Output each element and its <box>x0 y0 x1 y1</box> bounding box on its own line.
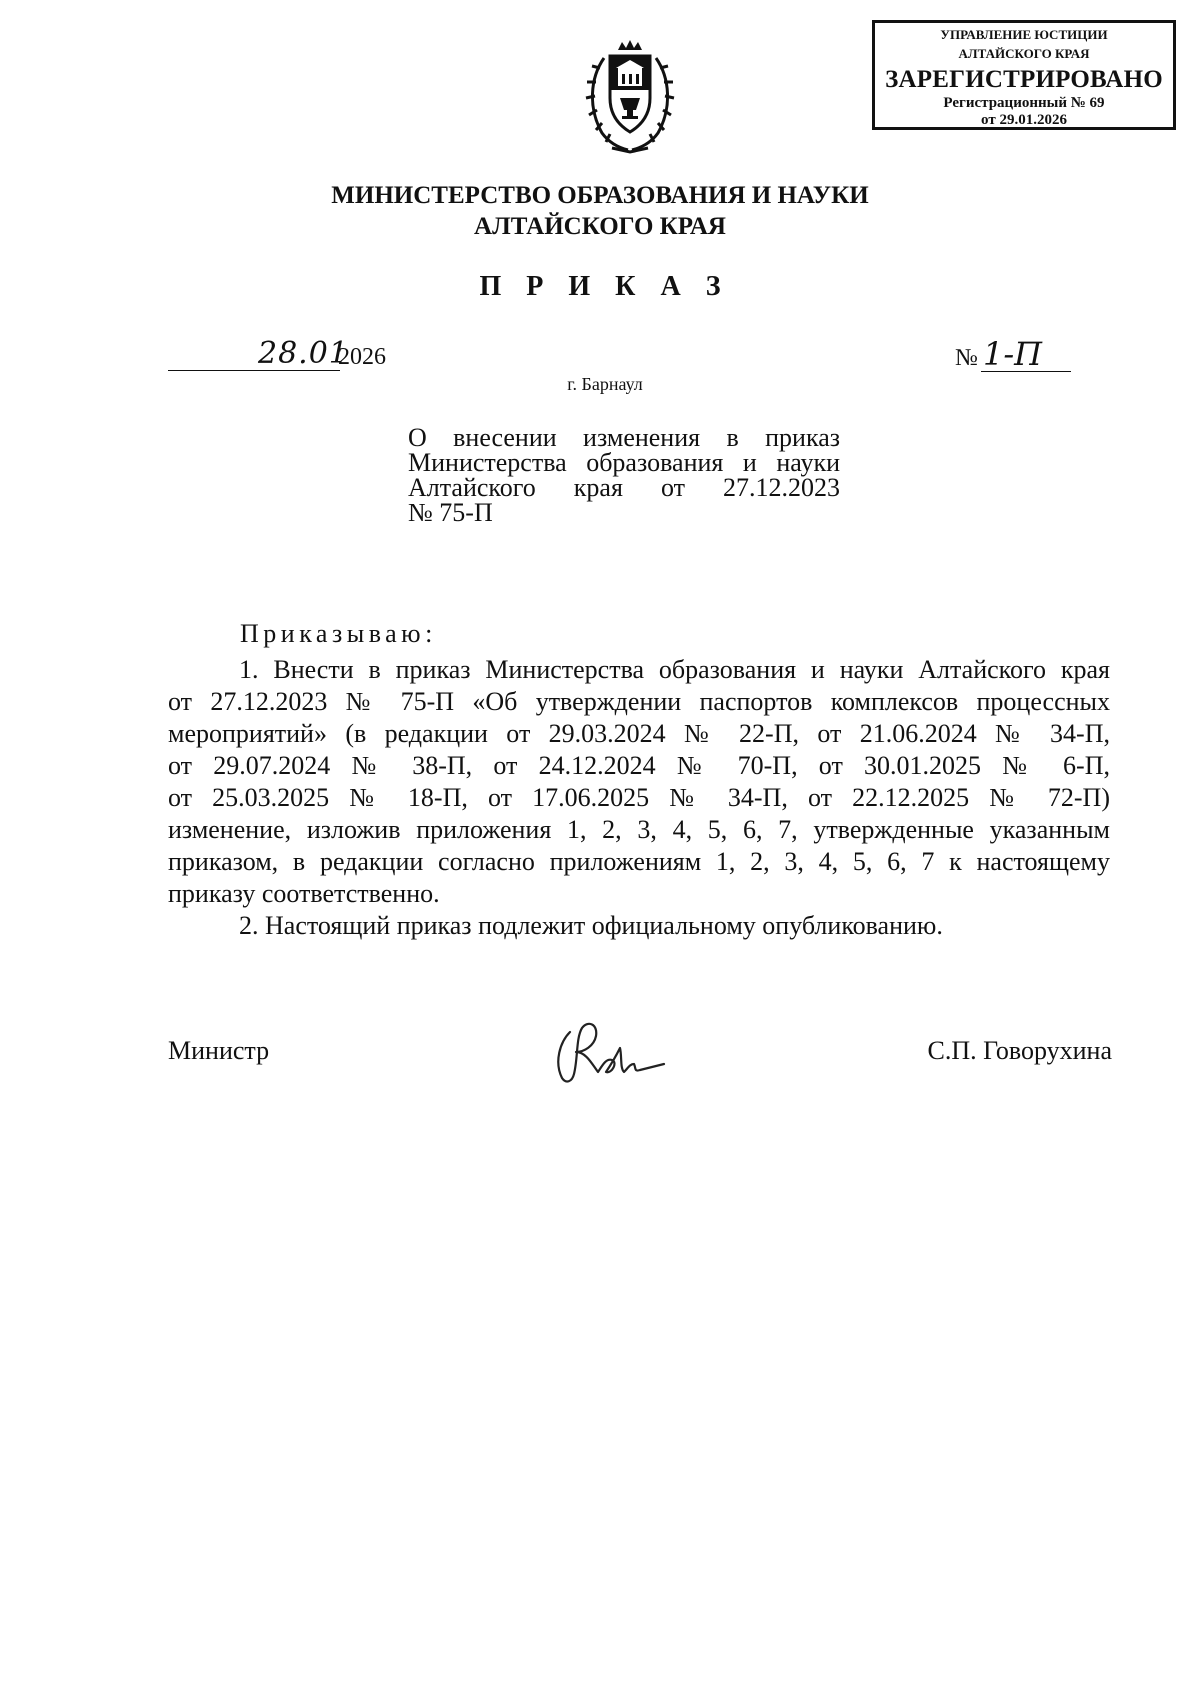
subject-line: Министерства образования и науки <box>408 448 840 477</box>
city: г. Барнаул <box>567 374 643 394</box>
signatory-position: Министр <box>168 1036 270 1065</box>
subject-line: О внесении изменения в приказ <box>408 423 840 452</box>
date-year: 2026 <box>338 344 386 370</box>
body-line: приказу соответственно. <box>168 879 440 908</box>
number-sign: № <box>955 345 978 371</box>
body-line: от 29.07.2024 № 38-П, от 24.12.2024 № 70-П, от 30.01.2025 № 6-П, <box>168 751 1110 780</box>
body-line: от 27.12.2023 № 75-П «Об утверждении паспортов комплексов процессных <box>168 687 1110 716</box>
subject-line: Алтайского края от 27.12.2023 <box>408 473 840 502</box>
number-underline <box>981 371 1071 372</box>
body-line: приказом, в редакции согласно приложениям 1, 2, 3, 4, 5, 6, 7 к настоящему <box>168 847 1110 876</box>
ministry-line1: МИНИСТЕРСТВО ОБРАЗОВАНИЯ И НАУКИ <box>331 182 869 209</box>
body-line: 2. Настоящий приказ подлежит официальному опубликованию. <box>239 911 943 940</box>
stamp-registration-date: от 29.01.2026 <box>981 112 1067 128</box>
stamp-registration-number: Регистрационный № 69 <box>943 95 1105 111</box>
number-handwritten: 1-П <box>983 335 1043 373</box>
stamp-organization-line2: АЛТАЙСКОГО КРАЯ <box>958 46 1090 61</box>
date-handwritten: 28.01 <box>258 336 349 371</box>
handwritten-signature <box>540 1012 670 1092</box>
body-line: 1. Внести в приказ Министерства образования и науки Алтайского края <box>239 655 1110 684</box>
subject-block <box>408 425 840 525</box>
document-type-title: П Р И К А З <box>479 271 730 302</box>
body-line: от 25.03.2025 № 18-П, от 17.06.2025 № 34-П, от 22.12.2025 № 72-П) <box>168 783 1110 812</box>
stamp-status: ЗАРЕГИСТРИРОВАНО <box>885 66 1163 93</box>
prikazyvayu-heading: Приказываю: <box>240 619 437 648</box>
registration-stamp <box>872 20 1176 130</box>
ministry-heading <box>0 180 1200 242</box>
coat-of-arms-icon <box>582 38 678 156</box>
body-text <box>168 654 1110 942</box>
subject-line: № 75-П <box>408 498 493 527</box>
body-line: изменение, изложив приложения 1, 2, 3, 4, 5, 6, 7, утвержденные указанным <box>168 815 1110 844</box>
signatory-name: С.П. Говорухина <box>927 1036 1112 1065</box>
stamp-organization-line1: УПРАВЛЕНИЕ ЮСТИЦИИ <box>940 27 1108 42</box>
body-line: мероприятий» (в редакции от 29.03.2024 № 22-П, от 21.06.2024 № 34-П, <box>168 719 1110 748</box>
ministry-line2: АЛТАЙСКОГО КРАЯ <box>474 213 726 240</box>
